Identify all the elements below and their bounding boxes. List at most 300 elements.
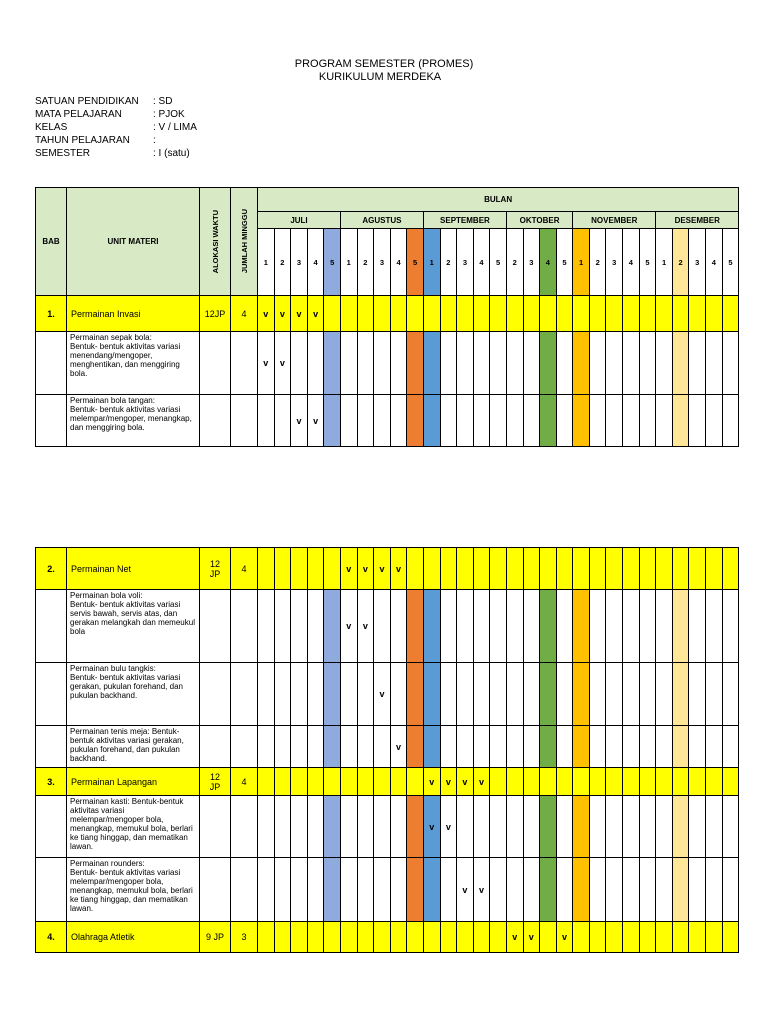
week-cell [672, 796, 689, 858]
week-mark: v [374, 663, 391, 726]
week-cell [457, 663, 474, 726]
week-cell [506, 332, 523, 395]
week-cell [706, 663, 723, 726]
week-cell [506, 296, 523, 332]
alokasi-waktu: 12JP [200, 296, 231, 332]
week-mark: v [473, 858, 490, 922]
week-cell [623, 726, 640, 768]
week-number: 2 [440, 229, 457, 296]
schedule-table [35, 187, 739, 447]
jumlah-minggu: 4 [231, 768, 258, 796]
week-cell [573, 395, 590, 447]
week-cell [423, 726, 440, 768]
week-cell [274, 726, 291, 768]
week-mark: v [457, 768, 474, 796]
week-cell [639, 332, 656, 395]
week-cell [258, 768, 275, 796]
unit-row [36, 296, 739, 332]
week-number: 2 [357, 229, 374, 296]
week-cell [390, 590, 407, 663]
week-cell [589, 922, 606, 953]
week-cell [307, 796, 324, 858]
week-cell [473, 332, 490, 395]
week-cell [374, 296, 391, 332]
week-cell [540, 332, 557, 395]
jumlah-minggu [231, 663, 258, 726]
week-cell [706, 726, 723, 768]
bab-number: 2. [36, 548, 67, 590]
week-number: 4 [706, 229, 723, 296]
week-cell [291, 796, 308, 858]
week-cell [623, 768, 640, 796]
week-cell [672, 726, 689, 768]
week-cell [307, 590, 324, 663]
alokasi-waktu [200, 796, 231, 858]
week-cell [274, 922, 291, 953]
week-cell [623, 395, 640, 447]
week-cell [357, 296, 374, 332]
week-cell [340, 858, 357, 922]
week-number: 2 [274, 229, 291, 296]
week-mark: v [440, 768, 457, 796]
unit-title: Olahraga Atletik [67, 922, 200, 953]
week-number: 2 [589, 229, 606, 296]
week-mark: v [258, 296, 275, 332]
week-cell [540, 796, 557, 858]
week-cell [556, 590, 573, 663]
week-cell [440, 858, 457, 922]
week-cell [473, 296, 490, 332]
week-cell [672, 922, 689, 953]
week-mark: v [357, 590, 374, 663]
week-cell [291, 663, 308, 726]
week-cell [722, 395, 739, 447]
info-value: : PJOK [153, 109, 185, 120]
week-mark: v [340, 590, 357, 663]
sub-unit-description: Permainan bulu tangkis: Bentuk- bentuk aktivitas variasi gerakan, pukulan forehand, dan pukulan backhand. [67, 663, 200, 726]
week-cell [340, 663, 357, 726]
week-cell [672, 858, 689, 922]
week-cell [357, 796, 374, 858]
week-cell [473, 548, 490, 590]
week-cell [473, 726, 490, 768]
week-cell [556, 796, 573, 858]
week-cell [307, 726, 324, 768]
week-cell [606, 858, 623, 922]
sub-unit-row [36, 590, 739, 663]
info-label: SEMESTER [35, 148, 91, 159]
week-mark: v [423, 768, 440, 796]
week-cell [573, 590, 590, 663]
week-cell [506, 590, 523, 663]
week-cell [722, 663, 739, 726]
week-cell [623, 548, 640, 590]
week-number: 1 [258, 229, 275, 296]
week-cell [423, 332, 440, 395]
week-cell [374, 332, 391, 395]
week-cell [722, 548, 739, 590]
bab-number [36, 395, 67, 447]
week-cell [706, 548, 723, 590]
week-cell [374, 768, 391, 796]
week-cell [274, 590, 291, 663]
week-cell [258, 590, 275, 663]
week-cell [407, 332, 424, 395]
week-cell [490, 548, 507, 590]
week-number: 1 [656, 229, 673, 296]
week-cell [639, 796, 656, 858]
week-cell [672, 663, 689, 726]
alokasi-waktu [200, 858, 231, 922]
document-subtitle: KURIKULUM MERDEKA [318, 71, 442, 83]
week-cell [457, 548, 474, 590]
sub-unit-row [36, 726, 739, 768]
week-cell [656, 590, 673, 663]
month-oktober: OKTOBER [506, 212, 572, 229]
week-number: 3 [374, 229, 391, 296]
week-cell [689, 548, 706, 590]
week-cell [324, 548, 341, 590]
week-cell [324, 796, 341, 858]
week-cell [623, 796, 640, 858]
week-cell [523, 796, 540, 858]
week-cell [689, 395, 706, 447]
week-number: 2 [672, 229, 689, 296]
week-cell [258, 796, 275, 858]
week-cell [523, 590, 540, 663]
jumlah-minggu [231, 796, 258, 858]
week-cell [589, 548, 606, 590]
header-row [36, 188, 739, 212]
week-cell [307, 548, 324, 590]
week-cell [324, 590, 341, 663]
week-cell [506, 663, 523, 726]
week-cell [556, 395, 573, 447]
week-cell [656, 796, 673, 858]
week-cell [407, 768, 424, 796]
week-cell [639, 726, 656, 768]
week-cell [656, 548, 673, 590]
week-cell [407, 548, 424, 590]
week-cell [274, 663, 291, 726]
month-september: SEPTEMBER [423, 212, 506, 229]
week-cell [722, 796, 739, 858]
week-cell [374, 395, 391, 447]
week-cell [407, 296, 424, 332]
week-cell [457, 395, 474, 447]
info-value: : SD [153, 96, 173, 107]
week-number: 2 [506, 229, 523, 296]
unit-title: Permainan Invasi [67, 296, 200, 332]
week-cell [374, 922, 391, 953]
unit-row [36, 768, 739, 796]
header-bulan: BULAN [258, 188, 739, 212]
week-cell [523, 332, 540, 395]
week-cell [390, 922, 407, 953]
week-cell [656, 922, 673, 953]
week-cell [540, 663, 557, 726]
week-cell [457, 922, 474, 953]
alokasi-waktu [200, 332, 231, 395]
week-cell [556, 296, 573, 332]
header-jumlah [231, 188, 258, 296]
week-cell [589, 590, 606, 663]
week-cell [606, 332, 623, 395]
week-cell [589, 296, 606, 332]
week-cell [589, 663, 606, 726]
alokasi-waktu: 12 JP [200, 768, 231, 796]
week-cell [722, 296, 739, 332]
week-number: 5 [556, 229, 573, 296]
info-row [35, 121, 197, 134]
week-cell [291, 768, 308, 796]
week-cell [357, 768, 374, 796]
info-label: KELAS [35, 122, 68, 133]
week-cell [490, 663, 507, 726]
week-cell [573, 726, 590, 768]
week-cell [473, 922, 490, 953]
week-cell [506, 768, 523, 796]
jumlah-minggu [231, 332, 258, 395]
week-mark: v [506, 922, 523, 953]
week-cell [656, 858, 673, 922]
jumlah-minggu: 4 [231, 548, 258, 590]
week-cell [473, 796, 490, 858]
week-cell [423, 590, 440, 663]
week-cell [523, 663, 540, 726]
week-cell [689, 332, 706, 395]
week-cell [258, 548, 275, 590]
week-cell [274, 768, 291, 796]
week-cell [689, 726, 706, 768]
week-cell [639, 858, 656, 922]
week-cell [324, 663, 341, 726]
week-cell [623, 663, 640, 726]
week-cell [623, 590, 640, 663]
week-cell [407, 726, 424, 768]
week-cell [440, 663, 457, 726]
week-cell [706, 768, 723, 796]
week-cell [440, 548, 457, 590]
unit-row [36, 548, 739, 590]
week-cell [473, 663, 490, 726]
week-cell [623, 922, 640, 953]
week-cell [506, 548, 523, 590]
week-cell [490, 768, 507, 796]
month-agustus: AGUSTUS [340, 212, 423, 229]
week-mark: v [274, 296, 291, 332]
week-cell [440, 590, 457, 663]
week-mark: v [274, 332, 291, 395]
week-number: 1 [340, 229, 357, 296]
week-cell [722, 332, 739, 395]
week-mark: v [523, 922, 540, 953]
week-number: 4 [623, 229, 640, 296]
week-cell [340, 296, 357, 332]
week-cell [689, 768, 706, 796]
week-cell [291, 922, 308, 953]
info-row [35, 95, 197, 108]
week-cell [589, 332, 606, 395]
week-cell [374, 858, 391, 922]
week-cell [639, 548, 656, 590]
week-cell [390, 332, 407, 395]
alokasi-waktu [200, 663, 231, 726]
week-cell [623, 296, 640, 332]
week-number: 3 [457, 229, 474, 296]
week-cell [440, 726, 457, 768]
sub-unit-row [36, 395, 739, 447]
week-cell [589, 858, 606, 922]
week-cell [357, 332, 374, 395]
week-cell [656, 332, 673, 395]
week-cell [490, 590, 507, 663]
header-alokasi-label: ALOKASI WAKTU [210, 209, 220, 274]
week-cell [639, 768, 656, 796]
schedule-table [35, 547, 739, 953]
unit-title: Permainan Net [67, 548, 200, 590]
week-cell [573, 663, 590, 726]
week-cell [606, 296, 623, 332]
week-mark: v [357, 548, 374, 590]
week-cell [689, 590, 706, 663]
week-mark: v [473, 768, 490, 796]
week-cell [390, 768, 407, 796]
week-cell [390, 296, 407, 332]
week-cell [573, 796, 590, 858]
week-cell [623, 332, 640, 395]
week-cell [706, 796, 723, 858]
week-cell [258, 663, 275, 726]
week-cell [506, 395, 523, 447]
week-number: 4 [540, 229, 557, 296]
week-cell [623, 858, 640, 922]
sub-unit-description: Permainan bola tangan: Bentuk- bentuk aktivitas variasi melempar/mengoper, menangkap, dan menggiring bola. [67, 395, 200, 447]
week-cell [689, 663, 706, 726]
info-value: : V / LIMA [153, 122, 197, 133]
week-cell [606, 726, 623, 768]
week-cell [390, 663, 407, 726]
week-cell [407, 663, 424, 726]
week-cell [589, 726, 606, 768]
header-unit: UNIT MATERI [67, 188, 200, 296]
week-cell [423, 395, 440, 447]
unit-title: Permainan Lapangan [67, 768, 200, 796]
info-value: : [153, 135, 156, 146]
week-cell [523, 726, 540, 768]
week-cell [672, 590, 689, 663]
jumlah-minggu [231, 726, 258, 768]
unit-row [36, 922, 739, 953]
week-cell [689, 796, 706, 858]
week-cell [540, 922, 557, 953]
week-cell [556, 663, 573, 726]
week-mark: v [390, 548, 407, 590]
week-cell [473, 395, 490, 447]
week-cell [357, 395, 374, 447]
week-number: 3 [606, 229, 623, 296]
week-number: 5 [490, 229, 507, 296]
week-number: 5 [324, 229, 341, 296]
week-number: 3 [291, 229, 308, 296]
jumlah-minggu: 4 [231, 296, 258, 332]
week-cell [291, 332, 308, 395]
week-mark: v [258, 332, 275, 395]
week-cell [656, 768, 673, 796]
week-mark: v [291, 395, 308, 447]
week-cell [490, 726, 507, 768]
week-cell [540, 768, 557, 796]
week-cell [523, 395, 540, 447]
week-cell [423, 296, 440, 332]
week-cell [407, 858, 424, 922]
sub-unit-row [36, 332, 739, 395]
week-mark: v [374, 548, 391, 590]
week-cell [340, 796, 357, 858]
week-cell [374, 726, 391, 768]
month-juli: JULI [258, 212, 341, 229]
week-cell [606, 548, 623, 590]
jumlah-minggu: 3 [231, 922, 258, 953]
week-cell [490, 395, 507, 447]
week-cell [340, 726, 357, 768]
week-cell [390, 858, 407, 922]
document-title: PROGRAM SEMESTER (PROMES) [294, 58, 474, 70]
alokasi-waktu [200, 395, 231, 447]
info-row [35, 134, 197, 147]
week-cell [606, 395, 623, 447]
week-cell [523, 296, 540, 332]
info-value: : I (satu) [153, 148, 190, 159]
week-cell [556, 726, 573, 768]
alokasi-waktu [200, 726, 231, 768]
week-cell [274, 796, 291, 858]
week-cell [307, 332, 324, 395]
week-cell [573, 768, 590, 796]
week-cell [340, 922, 357, 953]
week-cell [606, 922, 623, 953]
week-cell [440, 296, 457, 332]
week-cell [291, 590, 308, 663]
week-cell [556, 858, 573, 922]
sub-unit-description: Permainan bola voli: Bentuk- bentuk aktivitas variasi servis bawah, servis atas, dan gerakan melangkah dan memeukul bola [67, 590, 200, 663]
week-cell [506, 726, 523, 768]
week-cell [706, 590, 723, 663]
week-cell [573, 922, 590, 953]
week-cell [291, 548, 308, 590]
week-cell [457, 796, 474, 858]
week-cell [457, 590, 474, 663]
bab-number: 3. [36, 768, 67, 796]
week-cell [307, 768, 324, 796]
bab-number [36, 858, 67, 922]
week-cell [490, 796, 507, 858]
week-cell [639, 922, 656, 953]
week-cell [324, 332, 341, 395]
week-cell [390, 395, 407, 447]
week-cell [606, 590, 623, 663]
week-cell [423, 922, 440, 953]
bab-number: 4. [36, 922, 67, 953]
alokasi-waktu [200, 590, 231, 663]
sub-unit-description: Permainan rounders: Bentuk- bentuk aktivitas variasi melempar/mengoper bola, menangkap, memukul bola, berlari ke tiang hinggap, dan mematikan lawan. [67, 858, 200, 922]
week-cell [423, 663, 440, 726]
week-cell [291, 726, 308, 768]
jumlah-minggu [231, 395, 258, 447]
week-number: 3 [523, 229, 540, 296]
week-cell [523, 548, 540, 590]
week-cell [258, 858, 275, 922]
